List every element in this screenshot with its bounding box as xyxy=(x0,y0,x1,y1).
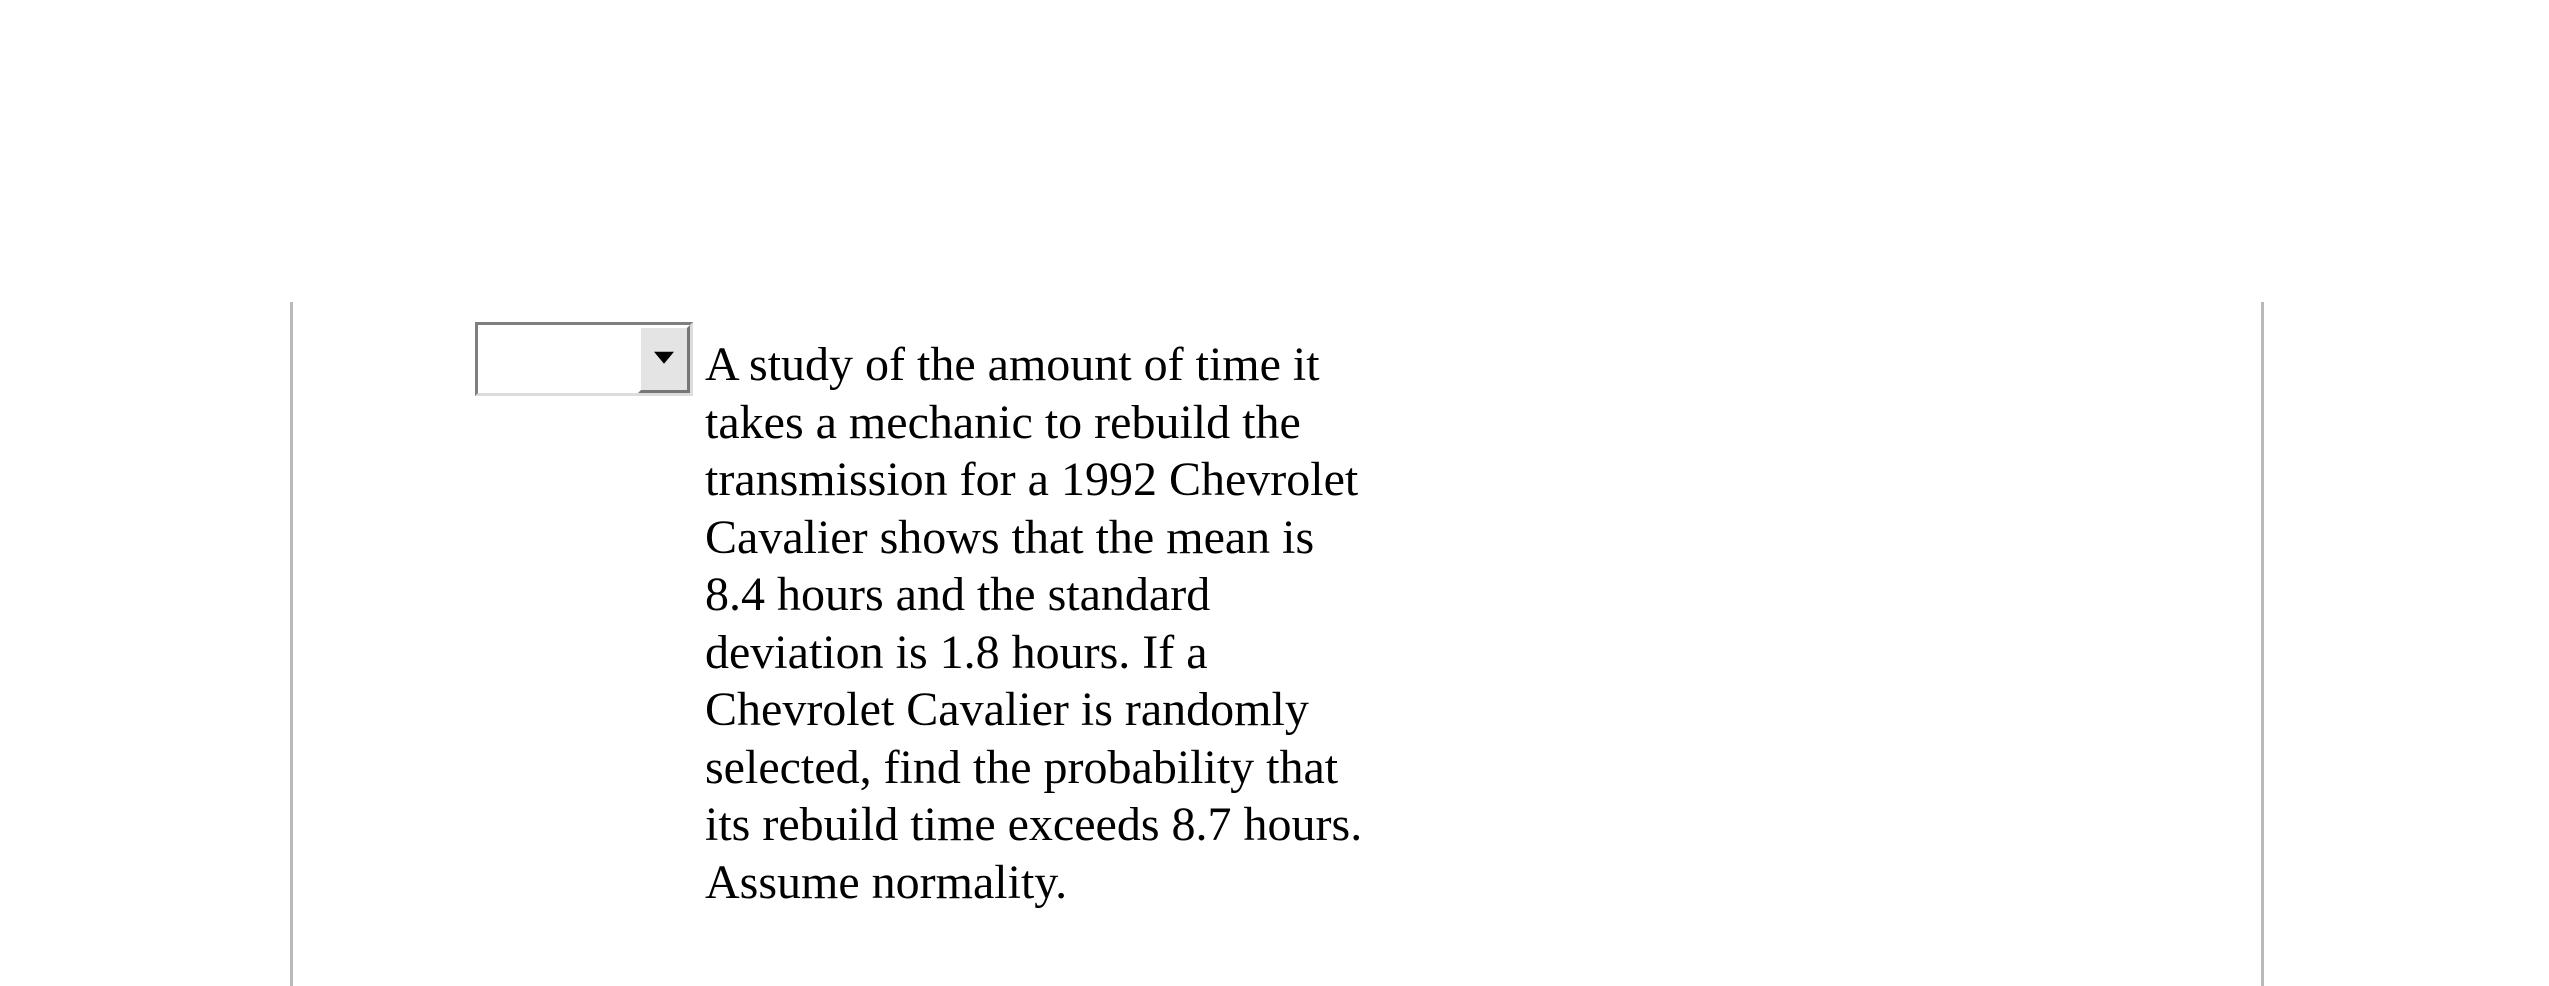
dropdown-button[interactable] xyxy=(638,325,690,393)
page-border-right xyxy=(2261,302,2264,986)
chevron-down-icon xyxy=(654,352,674,364)
answer-dropdown[interactable] xyxy=(475,322,693,396)
question-text: A study of the amount of time it takes a mechanic to rebuild the transmission for a 1992 Chevrolet Cavalier shows that the mean is 8.4 hours and the standard deviation is 1.8 hours. If a Chevrolet Cavalier is randomly selected, find the probability that its rebuild time exceeds 8.7 hours. Assume normality. xyxy=(705,338,1363,909)
page-border-left xyxy=(290,302,293,986)
question-row xyxy=(475,322,1425,911)
